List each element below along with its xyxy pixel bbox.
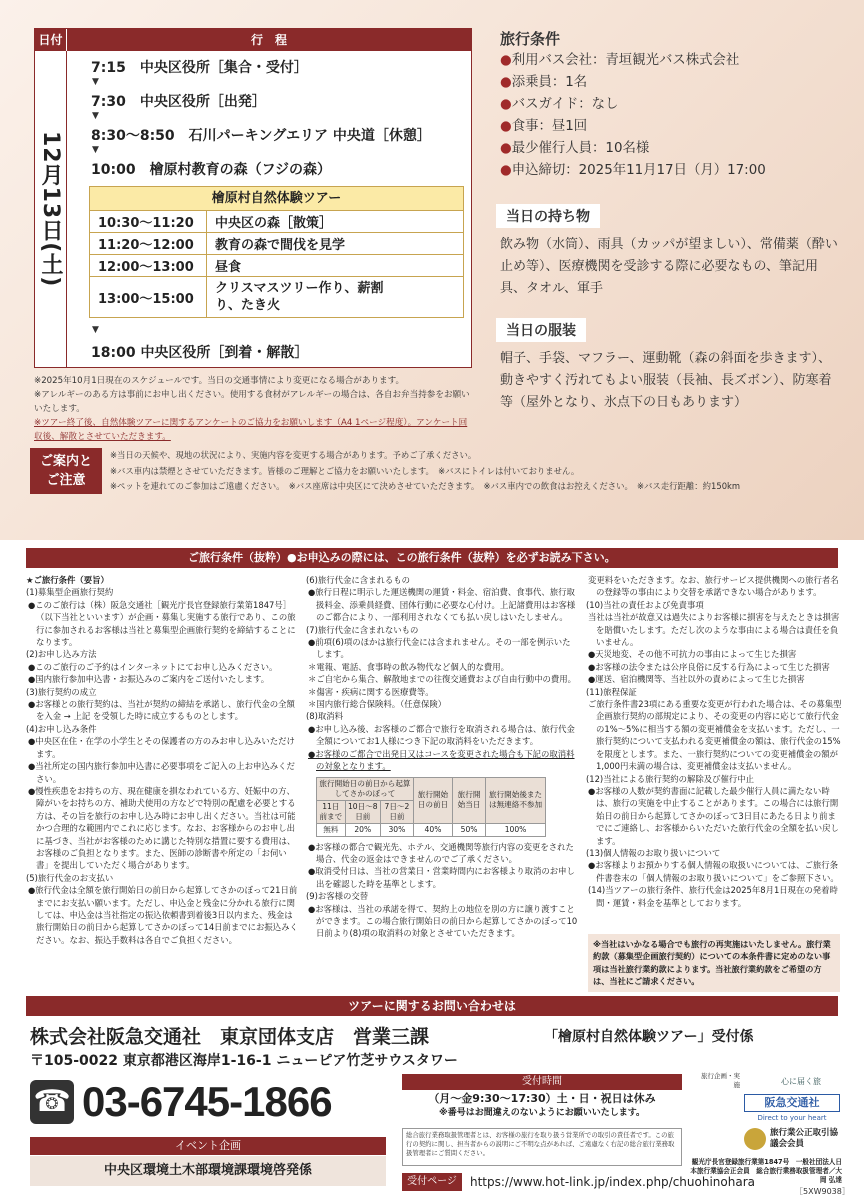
arrow-down-icon: ▼ bbox=[92, 145, 99, 155]
tour-row bbox=[90, 255, 463, 277]
cancel-fee-table: 旅行開始日の前日から起算してさかのぼって 旅行開始日の前日 旅行開始当日 旅行開始後または無連絡不参加 11日前まで 10日〜8日前 7日〜2日前 無料 20% 30% 40% 50% 100% bbox=[316, 777, 546, 837]
reception-hours: （月〜金9:30〜17:30）土・日・祝日は休み ※番号はお間違えのないようにお願いいたします。 bbox=[428, 1092, 656, 1118]
condition-item: ●添乗員：1名 bbox=[500, 75, 588, 90]
event-organizer: 中央区環境土木部環境課環境啓発係 bbox=[30, 1156, 386, 1186]
tour-activity: クリスマスツリー作り、薪割り、たき火 bbox=[215, 281, 384, 313]
registration-info: 観光庁長官登録旅行業第1847号 一般社団法人日本旅行業協会正会員 総合旅行業務取扱管理者／大岡 弘達 bbox=[690, 1158, 842, 1184]
tour-time: 12:00〜13:00 bbox=[90, 255, 207, 276]
tour-time: 10:30〜11:20 bbox=[90, 211, 207, 232]
condition-item: ●バスガイド：なし bbox=[500, 97, 619, 112]
tour-activity: 昼食 bbox=[215, 260, 242, 275]
tour-time: 13:00〜15:00 bbox=[90, 277, 207, 317]
phone-block bbox=[30, 1074, 392, 1130]
reception-label: 受付時間 bbox=[402, 1074, 682, 1090]
header-date: 日付 bbox=[35, 29, 67, 51]
itinerary-item: 7:30 中央区役所［出発］ bbox=[91, 94, 266, 110]
conditions-title: 旅行条件 bbox=[500, 30, 561, 48]
department-label: 「檜原村自然体験ツアー」受付係 bbox=[544, 1029, 754, 1045]
arrow-down-icon: ▼ bbox=[92, 77, 99, 87]
header-itinerary: 行 程 bbox=[250, 33, 287, 47]
tour-activity: 中央区の森［散策］ bbox=[215, 216, 333, 231]
guide-line: ※バス車内は禁煙とさせていただきます。皆様のご理解とご協力をお願いいたします。 ※バスにトイレは付いておりません。 bbox=[110, 465, 580, 476]
clothes-title: 当日の服装 bbox=[496, 318, 586, 342]
terms-band: ご旅行条件（抜粋）●お申込みの際には、この旅行条件（抜粋）を必ずお読み下さい。 bbox=[26, 548, 838, 568]
bring-box bbox=[496, 204, 600, 228]
bring-text: 飲み物（水筒）、雨具（カッパが望ましい）、常備薬（酔い止め等）、医療機関を受診する際に必要なもの、筆記用具、タオル、軍手 bbox=[500, 237, 838, 296]
tour-row bbox=[90, 277, 463, 317]
guide-notes bbox=[110, 448, 850, 495]
terms-col-1: ★ご旅行条件（要旨） (1)募集型企画旅行契約 ●このご旅行は（株）阪急交通社［観光庁長官登録旅行業第1847号］（以下当社といいます）が企画・募集し実施する旅行であり、この旅行に参加されるお客様は当社と募集型企画旅行契約を締結することになります。 (2)お申し込み方法 ●このご旅行のご予約はインターネットにてお申し込みください。 ●国内旅行参加申込書・お振込みのご案内をご送付いたします。 (3)旅行契約の成立 ●お客様との旅行契約は、当社が契約の締結を承諾し、旅行代金の全額を入金 → 上記 を受領した時に成立するものとします。 (4)お申し込み条件 ●中央区在住・在学の小学生とその保護者の方のみお申し込みいただけます。 ●当社所定の国内旅行参加申込書に必要事項をご記入の上お申込みください。 ●慢性疾患をお持ちの方、現在健康を損なわれている方、妊娠中の方、障がいをお持ちの方、補助犬使用の方などで特別の配慮を必要とする方は、その旨を旅行のお申し込み時にお申し出ください。当社は可能かつ合理的な範囲内でこれに応じます。なお、お客様からのお申し出に基づき、当社がお客様のために講じた特別な措置に要する費用は、お客様のご負担となります。また、医師の診断書や所定の「お伺い書」を提出していただく場合があります。 (5)旅行代金のお支払い ●旅行代金は全額を旅行開始日の前日から起算してさかのぼって21日前までにお支払い願います。ただし、申込金と残金に分かれる旅行に関しては、申込金は当社指定の振込依頼書到着後3日以内また、残金は旅行開始日の前日から起算してさかのぼって14日前までにお振込みください。なお、振込手数料は各自でご負担ください。 bbox=[26, 575, 298, 945]
arrow-down-icon: ▼ bbox=[92, 111, 99, 121]
phone-number[interactable]: 03-6745-1866 bbox=[82, 1078, 332, 1125]
guide-line: ※当日の天候や、現地の状況により、実施内容を変更する場合があります。予めご了承ください。 bbox=[110, 450, 477, 460]
itinerary-item: 8:30〜8:50 石川パーキングエリア 中央道［休憩］ bbox=[91, 128, 431, 144]
address: 〒105-0022 東京都港区海岸1-16-1 ニューピア竹芝サウスタワー bbox=[30, 1053, 458, 1069]
bring-title: 当日の持ち物 bbox=[496, 204, 600, 228]
planner-label: 旅行企画・実施 bbox=[701, 1072, 740, 1089]
schedule-table bbox=[34, 28, 472, 368]
conditions-list bbox=[500, 50, 766, 182]
tour-time: 11:20〜12:00 bbox=[90, 233, 207, 254]
association-label: 旅行業公正取引協議会会員 bbox=[770, 1128, 839, 1149]
note-line: ※アレルギーのある方は事前にお申し出ください。使用する食材がアレルギーの場合は、各自お弁当持参をお願いいたします。 bbox=[34, 390, 470, 414]
doc-code: ［5XW9038］ bbox=[795, 1187, 850, 1196]
inquiry-band: ツアーに関するお問い合わせは bbox=[26, 996, 838, 1016]
terms-col-3: 変更料をいただきます。なお、旅行サービス提供機関への旅行者名の登録等の事由により交替を承諾できない場合があります。 (10)当社の責任および免責事項 当社は当社が故意又は過失によりお客様に損害を与えたときは損害を賠償いたします。ただし次のような事由による場合は責任を負いません。 ●天災地変、その他不可抗力の事由によって生じた損害 ●お客様の法令または公序良俗に反する行為によって生じた損害 ●運送、宿泊機関等、当社以外の責めによって生じた損害 (11)旅程保証 ご旅行条件書23項にある重要な変更が行われた場合は、その募集型企画旅行契約の部規定により、その変更の内容に応じて旅行代金の1%〜5%に相当する額の変更補償金を支払います。ただし、一旅行契約について支払われる変更補償金の額は、旅行代金の15%を限度とします。また、一旅行契約についての変更補償金の額が1,000円未満の場合は、変更補償金は支払いません。 (12)当社による旅行契約の解除及び催行中止 ●お客様の人数が契約書面に記載した最少催行人員に満たない時は、旅行の実施を中止することがあります。この場合には旅行開始日の前日から起算してさかのぼって3日目にあたる日より前までにご連絡し、お客様からいただいた旅行代金の全額を払い戻します。 (13)個人情報のお取り扱いについて ●お客様よりお預かりする個人情報の取扱いについては、ご旅行条件書巻末の「個人情報のお取り扱いについて」をご参照下さい。 (14)当ツアーの旅行条件、旅行代金は2025年8月1日現在の発着時間・運賃・料金を基準としております。 bbox=[586, 575, 842, 908]
event-label: イベント企画 bbox=[30, 1137, 386, 1155]
brand-tagline: Direct to your heart bbox=[757, 1114, 827, 1122]
tour-title: 檜原村自然体験ツアー bbox=[90, 187, 463, 211]
manager-note: 総合旅行業務取扱管理者とは、お客様の旅行を取り扱う営業所での取引の責任者です。この旅行の契約に関し、担当者からの説明にご不明な点があれば、ご遠慮なく右記の総合旅行業務取扱管理者にご質問ください。 bbox=[402, 1128, 682, 1166]
tour-box bbox=[89, 186, 464, 318]
slogan: 心に届く旅 bbox=[781, 1077, 821, 1086]
association-icon bbox=[744, 1128, 766, 1150]
arrow-down-icon: ▼ bbox=[92, 325, 99, 335]
clothes-text: 帽子、手袋、マフラー、運動靴（森の斜面を歩きます）、動きやすく汚れてもよい服装（長袖、長ズボン）、防寒着等（屋外となり、氷点下の日もあります） bbox=[500, 351, 832, 410]
date-column bbox=[35, 51, 67, 368]
company-name: 株式会社阪急交通社 東京団体支店 営業三課 bbox=[30, 1026, 430, 1048]
schedule-notes bbox=[34, 374, 474, 444]
note-line: ※2025年10月1日現在のスケジュールです。当日の交通事情により変更になる場合があります。 bbox=[34, 376, 405, 386]
phone-icon: ☎ bbox=[30, 1080, 74, 1124]
condition-item: ●食事：昼1回 bbox=[500, 119, 588, 134]
clothes-box bbox=[496, 318, 586, 342]
notice-box: ※当社はいかなる場合でも旅行の再実施はいたしません。旅行業約款（募集型企画旅行契約）についての本条件書に定めのない事項は当社旅行業約款によります。当社旅行業約款をご希望の方は、当社にご請求ください。 bbox=[588, 934, 840, 992]
tour-row bbox=[90, 211, 463, 233]
itinerary-end: 18:00 中央区役所［到着・解散］ bbox=[91, 345, 309, 361]
schedule-header bbox=[35, 29, 471, 51]
web-label: 受付ページ bbox=[402, 1173, 462, 1191]
note-line-survey: ※ツアー終了後、自然体験ツアーに関するアンケートのご協力をお願いします（A4 1ページ程度）。アンケート回収後、解散とさせていただきます。 bbox=[34, 418, 468, 442]
tour-row bbox=[90, 233, 463, 255]
brand-logo: 阪急交通社 bbox=[744, 1094, 840, 1112]
terms-col-2: (6)旅行代金に含まれるもの ●旅行日程に明示した運送機関の運賃・料金、宿泊費、食事代、旅行取扱料金、添乗員経費、団体行動に必要な心付け。上記諸費用はお客様のご都合により、一部利用されなくても払い戻しはいたしません。 (7)旅行代金に含まれないもの ●前項(6)項のほかは旅行代金には含まれません。その一部を例示いたします。 ＊電報、電話、食事時の飲み物代など個人的な費用。 ＊ご自宅から集合、解散地までの往復交通費および自由行動中の費用。 ＊傷害・疾病に関する医療費等。 ＊国内旅行総合保険料。（任意保険） (8)取消料 ●お申し込み後、お客様のご都合で旅行を取消される場合は、旅行代金全額についてお1人様につき下記の取消料をいただきます。 ●お客様のご都合で出発日又はコースを変更された場合も下記の取消料の対象となります。 旅行開始日の前日から起算してさかのぼって 旅行開始日の前日 旅行開始当日 旅行開始後または無連絡不参加 11日前まで 10日〜8日前 7日〜2日前 無料 20% 30% 40% 50% 100% ●お客様の都合で観光先、ホテル、交通機関等旅行内容の変更をされた場合、代金の返金はできませんのでご了承ください。 ●取消受付日は、当社の営業日・営業時間内にお客様より取消のお申し出を確認した時を基準とします。 (9)お客様の交替 ●お客様は、当社の承諾を得て、契約上の地位を別の方に譲り渡すことができます。この場合旅行開始日の前日から起算してさかのぼって10日前より(8)項の取消料の対象とさせていただきます。 bbox=[306, 575, 578, 939]
itinerary-item: 7:15 中央区役所［集合・受付］ bbox=[91, 60, 308, 76]
web-link[interactable]: https://www.hot-link.jp/index.php/chuohinohara bbox=[470, 1175, 755, 1189]
condition-item: ●利用バス会社：青垣観光バス株式会社 bbox=[500, 53, 740, 68]
tour-activity: 教育の森で間伐を見学 bbox=[215, 238, 346, 253]
itinerary-item: 10:00 檜原村教育の森（フジの森） bbox=[91, 162, 332, 178]
guide-label: ご案内と ご注意 bbox=[30, 448, 102, 494]
tour-date: 12月13日(土) bbox=[38, 131, 63, 288]
condition-item: ●申込締切：2025年11月17日（月）17:00 bbox=[500, 163, 766, 178]
guide-line: ※ペットを連れてのご参加はご遠慮ください。 ※バス座席は中央区にて決めさせていただきます。 ※バス車内での飲食はお控えください。 ※バス走行距離：約150km bbox=[110, 481, 741, 491]
condition-item: ●最少催行人員：10名様 bbox=[500, 141, 650, 156]
